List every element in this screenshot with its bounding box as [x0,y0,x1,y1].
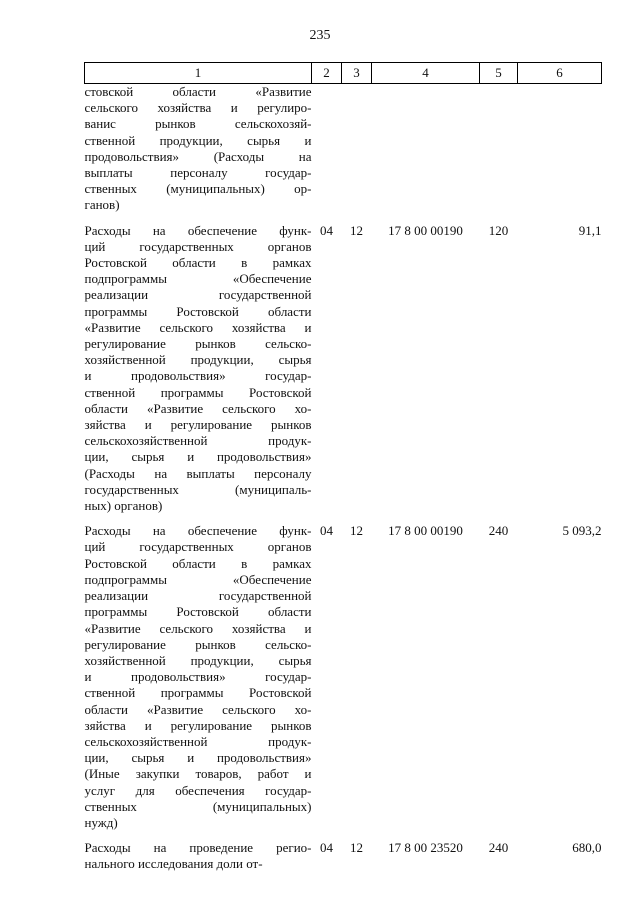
section-code: 04 [320,523,333,539]
description-line: сельскохозяйственной продук- [84,733,312,749]
column-header: 5 [480,63,518,84]
column-header: 3 [342,63,372,84]
description-line: государственных (муниципаль- [84,481,312,497]
section-code: 04 [320,840,333,856]
description-line: ственных (муниципальных) [84,798,312,814]
expense-type-code: 240 [488,840,509,856]
subsection-code: 12 [350,523,363,539]
table-header-row [85,63,602,84]
subsection-code [342,84,372,223]
description-line: зяйства и регулирование рынков [84,417,312,433]
target-article-code: 17 8 00 23520 [388,840,463,856]
column-header: 1 [85,63,312,84]
description-line: программы Ростовской области [84,604,312,620]
table-row [85,840,602,881]
table-body [85,84,602,882]
column-header: 6 [518,63,602,84]
description-line: области «Развитие сельского хо- [84,701,312,717]
amount-value: 5 093,2 [562,523,602,539]
description-line: реализации государственной [84,287,312,303]
description-line: сельскохозяйственной продук- [84,433,312,449]
description-line: области «Развитие сельского хо- [84,400,312,416]
description-line: услуг для обеспечения государ- [84,782,312,798]
description-line: ганов) [84,197,120,213]
expense-description [85,840,312,881]
description-line: ственных (муниципальных) ор- [84,181,312,197]
amount-value [518,84,602,223]
description-line: реализации государственной [84,588,312,604]
description-line: Расходы на обеспечение функ- [84,222,312,238]
section-code [312,84,342,223]
amount-value: 91,1 [578,222,602,238]
description-line: регулирование рынков сельско- [84,336,312,352]
description-line: ственной программы Ростовской [84,685,312,701]
description-line: (Расходы на выплаты персоналу [84,465,312,481]
section-code: 04 [320,222,333,238]
description-line: Ростовской области в рамках [84,555,312,571]
description-line: регулирование рынков сельско- [84,636,312,652]
description-line: ных) органов) [84,498,163,514]
expense-description [85,84,312,223]
description-line: подпрограммы «Обеспечение [84,271,312,287]
description-line: ций государственных органов [84,539,312,555]
description-line: Ростовской области в рамках [84,255,312,271]
description-line: ции, сырья и продовольствия» [84,750,312,766]
target-article-code: 17 8 00 00190 [388,222,463,238]
description-line: ственной программы Ростовской [84,384,312,400]
description-line: «Развитие сельского хозяйства и [84,620,312,636]
description-line: стовской области «Развитие [84,84,312,99]
expense-type-code: 120 [488,222,509,238]
subsection-code: 12 [350,840,363,856]
description-line: зяйства и регулирование рынков [84,717,312,733]
description-line: Расходы на обеспечение функ- [84,523,312,539]
description-line: нального исследования доли от- [84,856,263,872]
description-line: хозяйственной продукции, сырья [84,352,312,368]
description-line: программы Ростовской области [84,303,312,319]
target-article-code: 17 8 00 00190 [388,523,463,539]
budget-table [84,62,602,882]
table-row [85,223,602,524]
column-header: 4 [372,63,480,84]
column-header: 2 [312,63,342,84]
description-line: и продовольствия» государ- [84,669,312,685]
description-line: ванис рынков сельскохозяй- [84,116,312,132]
description-line: подпрограммы «Обеспечение [84,571,312,587]
description-line: и продовольствия» государ- [84,368,312,384]
description-line: продовольствия» (Расходы на [84,148,312,164]
description-line: (Иные закупки товаров, работ и [84,766,312,782]
table-row [85,523,602,840]
expense-description [85,523,312,840]
expense-description [85,223,312,524]
description-line: ственной продукции, сырья и [84,132,312,148]
description-line: хозяйственной продукции, сырья [84,652,312,668]
target-article-code [372,84,480,223]
description-line: Расходы на проведение регио- [84,840,312,856]
expense-type-code [480,84,518,223]
description-line: нужд) [84,814,118,830]
amount-value: 680,0 [572,840,602,856]
description-line: ции, сырья и продовольствия» [84,449,312,465]
table-row [85,84,602,223]
expense-type-code: 240 [488,523,509,539]
description-line: выплаты персоналу государ- [84,165,312,181]
description-line: «Развитие сельского хозяйства и [84,319,312,335]
page-number: 235 [309,28,331,43]
description-line: сельского хозяйства и регулиро- [84,100,312,116]
subsection-code: 12 [350,222,363,238]
description-line: ций государственных органов [84,238,312,254]
